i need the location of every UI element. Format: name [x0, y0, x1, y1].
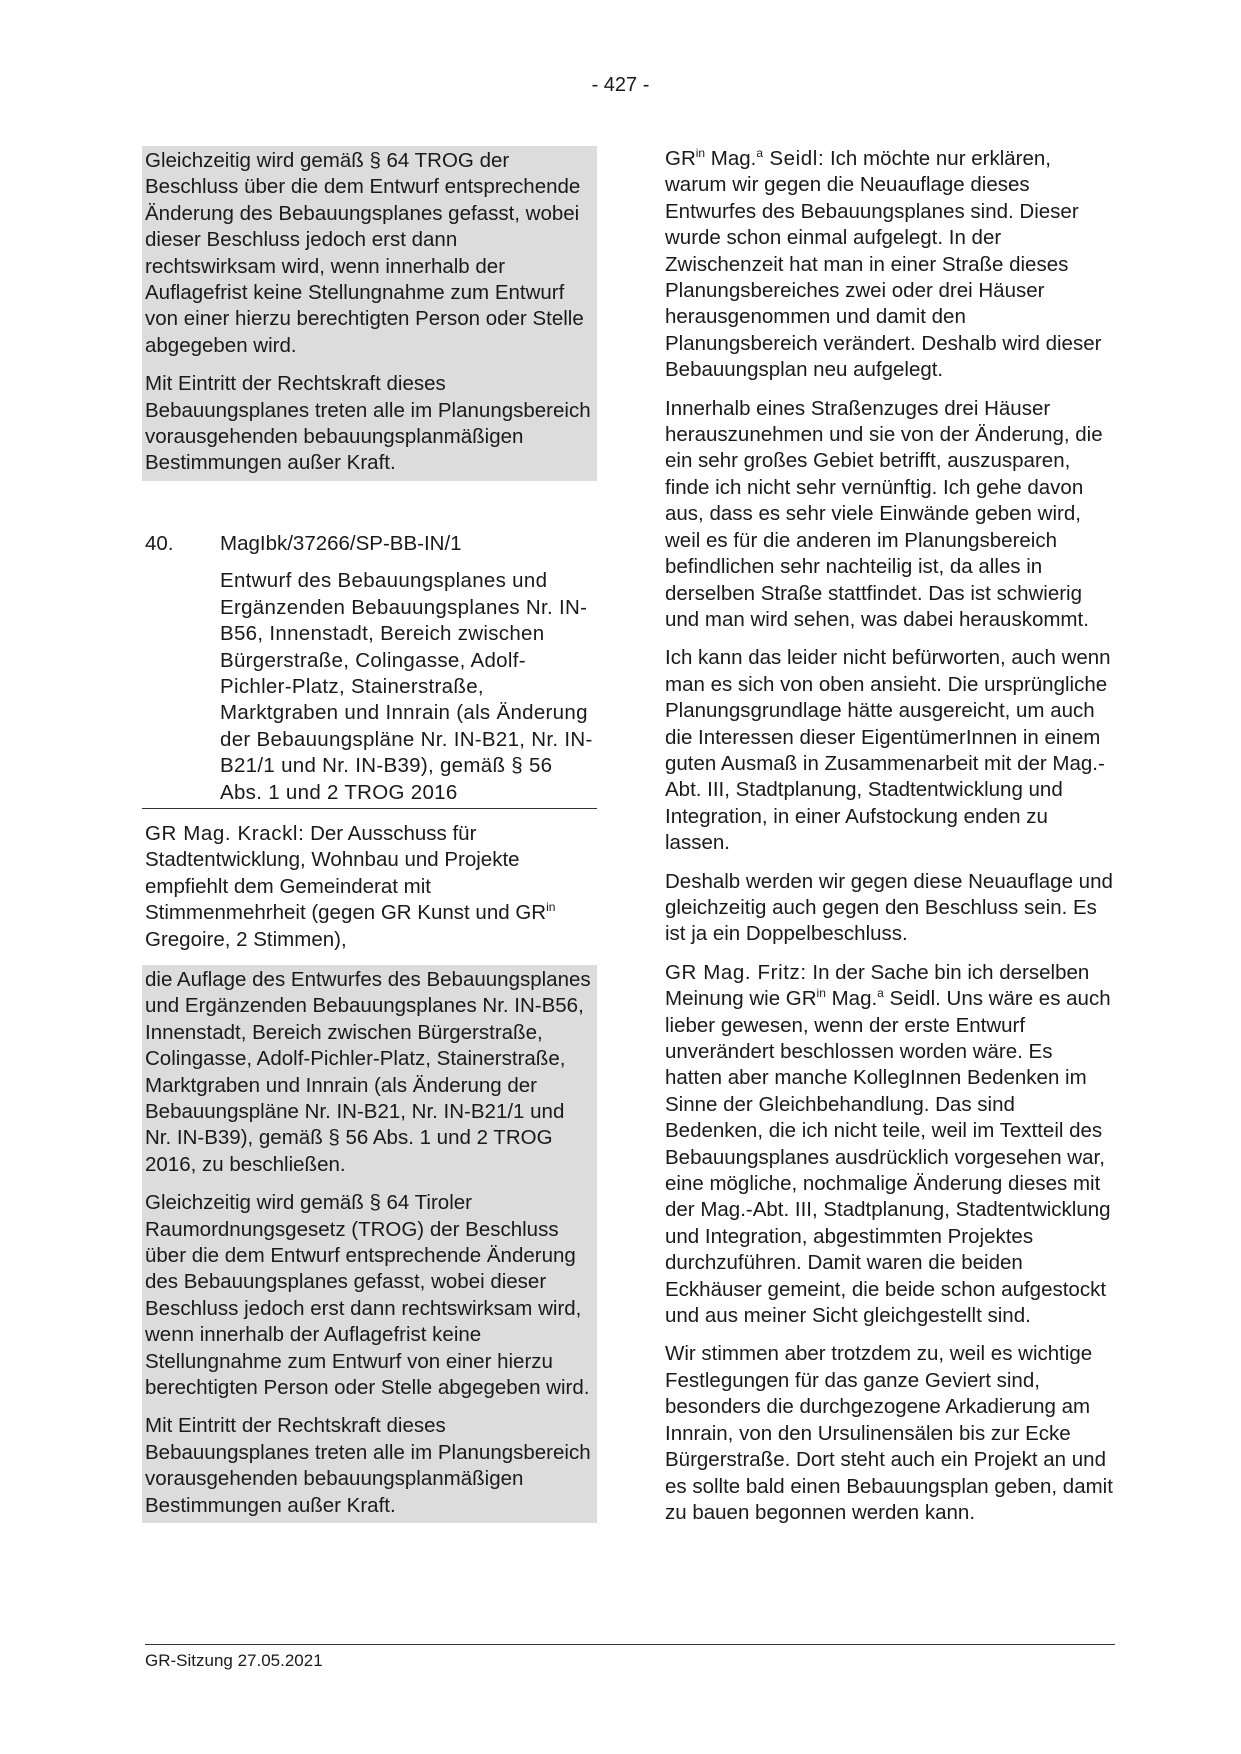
- speaker-name: Seidl:: [763, 147, 825, 170]
- statement-seidl: $GR^{in}$ Mag.$^a$ Seidl: Ich möchte nur erklären, warum wir gegen die Neuauflage dieses Entwurfes des Bebauungsplanes sind. Dieser wurde schon einmal aufgelegt. In der Zwischenzeit hat man in einer Straße dieses Planungsbereiches zwei oder drei Häuser herausgenommen und damit den Planungsbereich verändert. Deshalb wird dieser Bebauungsplan neu aufgelegt.: [665, 146, 1102, 382]
- agenda-item: [145, 531, 597, 808]
- resolution-paragraph: Gleichzeitig wird gemäß § 64 TROG der Beschluss über die dem Entwurf entsprechende Änderung des Bebauungsplanes gefasst, wobei dieser Beschluss jedoch erst dann rechtswirksam wird, wenn innerhalb der Auflagefrist keine Stellungnahme zum Entwurf von einer hierzu berechtigten Person oder Stelle abgegeben wird.: [145, 149, 584, 357]
- divider: [142, 808, 597, 809]
- statement-fritz: GR Mag. Fritz: In der Sache bin ich derselben Meinung wie $GR^{in}$ Mag.$^a$ Seidl. Uns wäre es auch lieber gewesen, wenn der erste Entwurf unverändert beschlossen worden wäre. Es hatten aber manche KollegInnen Bedenken im Sinne der Gleichbehandlung. Das sind Bedenken, die ich nicht teile, weil im Textteil des Bebauungsplanes ausdrücklich vorgesehen war, eine mögliche, nochmalige Änderung dieses mit der Mag.-Abt. III, Stadtplanung, Stadtentwicklung und Integration, abgestimmten Projektes durchzuführen. Damit waren die beiden Eckhäuser gemeint, die beide schon aufgestockt und aus meiner Sicht gleichgestellt sind.: [665, 960, 1111, 1328]
- footer-rule: [145, 1644, 1115, 1645]
- committee-report: GR Mag. Krackl: Der Ausschuss für Stadtentwicklung, Wohnbau und Projekte empfiehlt dem Gemeinderat mit Stimmenmehrheit (gegen GR Kunst und $GR^{in}$ Gregoire, 2 Stimmen),: [145, 821, 556, 951]
- left-column: [145, 146, 597, 1523]
- statement-paragraph: Innerhalb eines Straßenzuges drei Häuser herauszunehmen und sie von der Änderung, die ein sehr großes Gebiet betrifft, auszusparen, finde ich nicht sehr vernünftig. Ich gehe davon aus, dass es sehr viele Einwände geben wird, weil es für die anderen im Planungsbereich befindlichen sehr nachteilig ist, da alles in derselben Straße stattfindet. Das ist schwierig und man wird sehen, was dabei herauskommt.: [665, 396, 1103, 631]
- footer-session-date: GR-Sitzung 27.05.2021: [145, 1651, 323, 1670]
- agenda-item-number: 40.: [145, 531, 174, 555]
- resolution-paragraph: Gleichzeitig wird gemäß § 64 Tiroler Raumordnungsgesetz (TROG) der Beschluss über die dem Entwurf entsprechende Änderung des Bebauungsplanes gefasst, wobei dieser Beschluss jedoch erst dann rechtswirksam wird, wenn innerhalb der Auflagefrist keine Stellungnahme zum Entwurf von einer hierzu berechtigten Person oder Stelle abgegeben wird.: [145, 1191, 590, 1400]
- resolution-paragraph: Mit Eintritt der Rechtskraft dieses Bebauungsplanes treten alle im Planungsbereich vorausgehenden bebauungsplanmäßigen Bestimmungen außer Kraft.: [145, 372, 591, 475]
- resolution-block-bottom: [142, 965, 597, 1523]
- speaker-name: GR Mag. Krackl:: [145, 821, 305, 845]
- statement-paragraph: Wir stimmen aber trotzdem zu, weil es wichtige Festlegungen für das ganze Geviert sind, besonders die durchgezogene Arkadierung am Innrain, von den Ursulinensälen bis zur Ecke Bürgerstraße. Dort steht auch ein Projekt an und es sollte bald einen Bebauungsplan geben, damit zu bauen begonnen werden kann.: [665, 1342, 1113, 1524]
- resolution-block-top: [142, 146, 597, 481]
- agenda-item-reference: MagIbk/37266/SP-BB-IN/1: [220, 531, 462, 555]
- resolution-paragraph: die Auflage des Entwurfes des Bebauungsplanes und Ergänzenden Bebauungsplanes Nr. IN-B56, Innenstadt, Bereich zwischen Bürgerstraße, Colingasse, Adolf-Pichler-Platz, Stainerstraße, Marktgraben und Innrain (als Änderung der Bebauungspläne Nr. IN-B21, Nr. IN-B21/1 und Nr. IN-B39), gemäß § 56 Abs. 1 und 2 TROG 2016, zu beschließen.: [145, 967, 591, 1176]
- agenda-item-title: Entwurf des Bebauungsplanes und Ergänzenden Bebauungsplanes Nr. IN-B56, Innenstadt, Bereich zwischen Bürgerstraße, Colingasse, Adolf-Pichler-Platz, Stainerstraße, Marktgraben und Innrain (als Änderung der Bebauungspläne Nr. IN-B21, Nr. IN-B21/1 und Nr. IN-B39), gemäß § 56 Abs. 1 und 2 TROG 2016: [220, 569, 593, 804]
- page-number: - 427 -: [591, 74, 650, 96]
- statement-paragraph: Ich kann das leider nicht befürworten, auch wenn man es sich von oben ansieht. Die ursprüngliche Planungsgrundlage hätte ausgereicht, um auch die Interessen dieser EigentümerInnen in einem guten Ausmaß in Zusammenarbeit mit der Mag.-Abt. III, Stadtplanung, Stadtentwicklung und Integration, in einer Aufstockung enden zu lassen.: [665, 646, 1111, 855]
- statement-paragraph: Deshalb werden wir gegen diese Neuauflage und gleichzeitig auch gegen den Beschluss sein. Es ist ja ein Doppelbeschluss.: [665, 869, 1113, 946]
- resolution-paragraph: Mit Eintritt der Rechtskraft dieses Bebauungsplanes treten alle im Planungsbereich vorausgehenden bebauungsplanmäßigen Bestimmungen außer Kraft.: [145, 1414, 591, 1517]
- speaker-name: GR Mag. Fritz:: [665, 960, 807, 984]
- right-column: [665, 146, 1115, 1538]
